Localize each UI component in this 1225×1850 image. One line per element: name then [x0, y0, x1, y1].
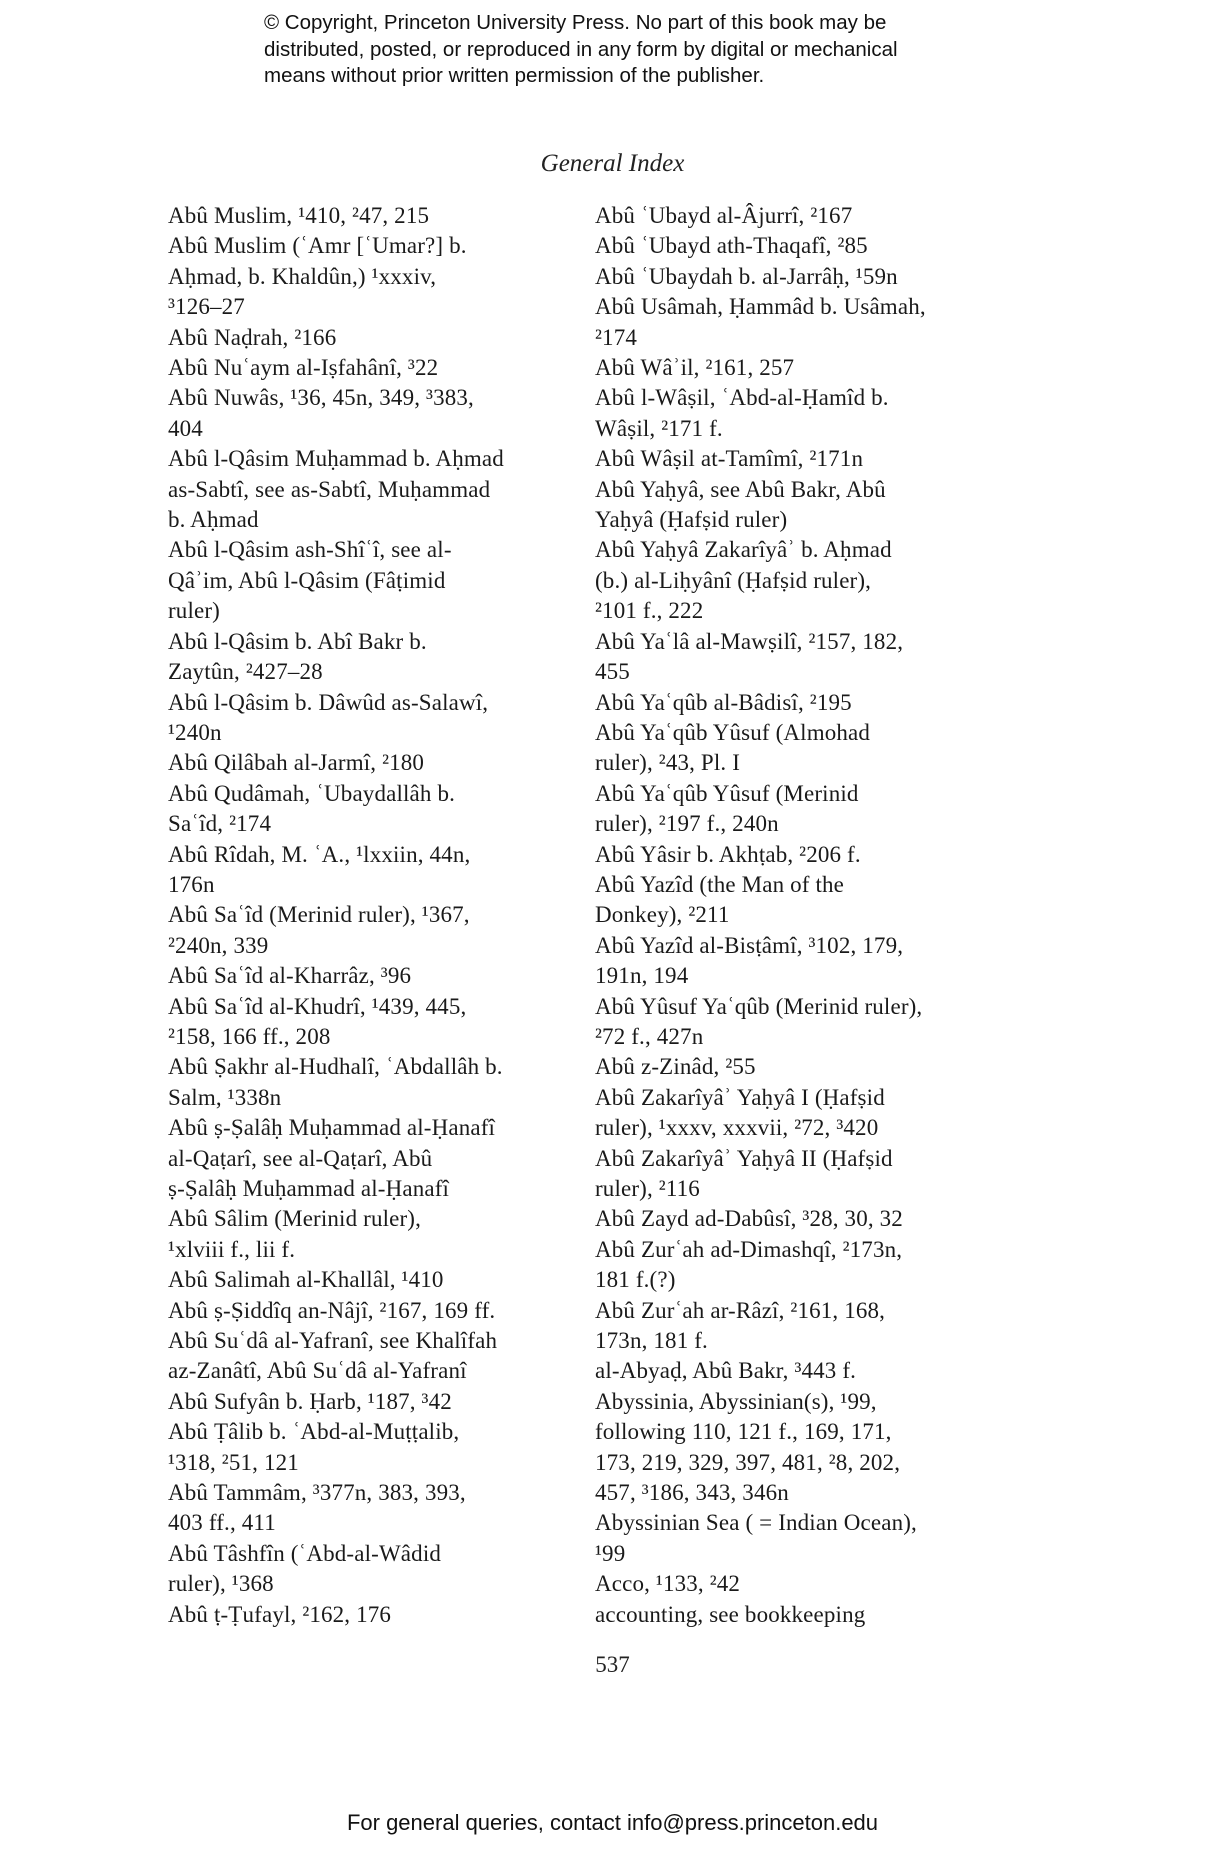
index-entry: Abû Wâʾil, ²161, 257 — [595, 355, 795, 381]
index-entry: Abû Zakarîyâʾ Yaḥyâ I (Ḥafṣid ruler), ¹xxxv, xxxvii, ²72, ³420 — [595, 1084, 885, 1141]
index-entry: Abû Muslim (ʿAmr [ʿUmar?] b. Aḥmad, b. Khaldûn,) ¹xxxiv, ³126–27 — [168, 233, 467, 320]
index-entry: Abû Ṭâlib b. ʿAbd-al-Muṭṭalib, ¹318, ²51, 121 — [168, 1419, 460, 1475]
index-entry: al-Abyaḍ, Abû Bakr, ³443 f. — [595, 1358, 857, 1384]
page-number: 537 — [595, 1652, 630, 1677]
index-entry: Abû Qilâbah al-Jarmî, ²180 — [168, 750, 425, 776]
index-entry: Abû Sâlim (Merinid ruler), ¹xlviii f., lii f. — [168, 1206, 422, 1262]
index-entry: Abû Sufyân b. Ḥarb, ¹187, ³42 — [168, 1388, 452, 1414]
index-entry: Abû Salimah al-Khallâl, ¹410 — [168, 1267, 444, 1293]
index-entry: Abû Yaʿlâ al-Mawṣilî, ²157, 182, 455 — [595, 628, 904, 685]
index-entry: Abû Qudâmah, ʿUbaydallâh b. Saʿîd, ²174 — [168, 780, 456, 837]
index-entry: accounting, see bookkeeping — [595, 1601, 866, 1627]
index-entry: Abû Yazîd al-Bisṭâmî, ³102, 179, 191n, 194 — [595, 932, 904, 989]
index-entry: Abû l-Qâsim b. Abî Bakr b. Zaytûn, ²427–28 — [168, 628, 427, 685]
index-entry: Abû ʿUbayd al-Âjurrî, ²167 — [595, 203, 853, 228]
index-entry: Abû Yazîd (the Man of the Donkey), ²211 — [595, 871, 845, 928]
index-entry: Abû Wâṣil at-Tamîmî, ²171n — [595, 446, 864, 472]
index-entry: Abû Zurʿah ar-Râzî, ²161, 168, 173n, 181 f. — [595, 1297, 886, 1354]
index-entry: Abû Yûsuf Yaʿqûb (Merinid ruler), ²72 f., 427n — [595, 993, 923, 1049]
index-entry: Abû l-Qâsim Muḥammad b. Aḥmad as-Sabtî, see as-Sabtî, Muḥammad b. Aḥmad — [168, 446, 504, 533]
index-entry: Abû Yaʿqûb al-Bâdisî, ²195 — [595, 689, 852, 715]
index-entry: Abû Rîdah, M. ʿA., ¹lxxiin, 44n, 176n — [168, 841, 471, 897]
index-entry: Abû Usâmah, Ḥammâd b. Usâmah, ²174 — [595, 294, 926, 350]
index-entry: Abyssinia, Abyssinian(s), ¹99, following 110, 121 f., 169, 171, 173, 219, 329, 397, 481, ²8, 202, 457, ³186, 343, 346n — [595, 1388, 901, 1506]
copyright-notice — [264, 10, 1024, 90]
index-column-left — [168, 201, 588, 1630]
index-entry: Abû Yâsir b. Akhṭab, ²206 f. — [595, 841, 861, 867]
index-entry: Abû Naḍrah, ²166 — [168, 324, 337, 350]
index-entry: Abû Tâshfîn (ʿAbd-al-Wâdid ruler), ¹368 — [168, 1540, 442, 1597]
index-entry: Acco, ¹133, ²42 — [595, 1571, 741, 1597]
index-entry: Abû Saʿîd al-Khudrî, ¹439, 445, ²158, 166 ff., 208 — [168, 993, 467, 1049]
copyright-line: means without prior written permission of the publisher. — [264, 64, 765, 87]
index-entry: Abû Zayd ad-Dabûsî, ³28, 30, 32 — [595, 1206, 903, 1232]
index-entry: Abû Zurʿah ad-Dimashqî, ²173n, 181 f.(?) — [595, 1236, 903, 1293]
index-entry: Abû Suʿdâ al-Yafranî, see Khalîfah az-Zanâtî, Abû Suʿdâ al-Yafranî — [168, 1328, 498, 1384]
index-entry: Abû Saʿîd (Merinid ruler), ¹367, ²240n, 339 — [168, 902, 470, 958]
index-entry: Abû Ṣakhr al-Hudhalî, ʿAbdallâh b. Salm, ¹338n — [168, 1054, 503, 1110]
index-column-right — [595, 201, 1025, 1630]
copyright-line: distributed, posted, or reproduced in any form by digital or mechanical — [264, 37, 898, 61]
index-entry: Abû Muslim, ¹410, ²47, 215 — [168, 203, 430, 228]
index-entry: Abû Yaḥyâ, see Abû Bakr, Abû Yaḥyâ (Ḥafṣid ruler) — [595, 476, 886, 533]
index-entry: Abû Nuʿaym al-Iṣfahânî, ³22 — [168, 355, 439, 381]
index-entry: Abû ṭ-Ṭufayl, ²162, 176 — [168, 1601, 392, 1627]
index-entry: Abû l-Qâsim b. Dâwûd as-Salawî, ¹240n — [168, 689, 489, 745]
footer-contact: For general queries, contact info@press.princeton.edu — [346, 1810, 879, 1835]
index-entry: Abû l-Qâsim ash-Shîʿî, see al- Qâʾim, Abû l-Qâsim (Fâṭimid ruler) — [168, 537, 452, 624]
index-entry: Abû ʿUbayd ath-Thaqafî, ²85 — [595, 233, 868, 259]
copyright-line: © Copyright, Princeton University Press. No part of this book may be — [264, 11, 887, 34]
index-entry: Abû Saʿîd al-Kharrâz, ³96 — [168, 963, 412, 989]
index-entry: Abû z-Zinâd, ²55 — [595, 1054, 756, 1080]
running-head: General Index — [540, 150, 685, 177]
index-entry: Abû ʿUbaydah b. al-Jarrâḥ, ¹59n — [595, 263, 898, 289]
index-entry: Abû Yaḥyâ Zakarîyâʾ b. Aḥmad (b.) al-Liḥyânî (Ḥafṣid ruler), ²101 f., 222 — [595, 537, 892, 624]
index-entry: Abû ṣ-Ṣalâḥ Muḥammad al-Ḥanafî al-Qaṭarî, see al-Qaṭarî, Abû ṣ-Ṣalâḥ Muḥammad al-Ḥanafî — [168, 1115, 496, 1201]
index-entry: Abû Nuwâs, ¹36, 45n, 349, ³383, 404 — [168, 385, 474, 441]
index-entry: Abyssinian Sea ( = Indian Ocean), ¹99 — [595, 1510, 917, 1566]
index-entry: Abû Tammâm, ³377n, 383, 393, 403 ff., 411 — [168, 1480, 466, 1536]
index-entry: Abû Zakarîyâʾ Yaḥyâ II (Ḥafṣid ruler), ²116 — [595, 1145, 893, 1201]
index-entry: Abû l-Wâṣil, ʿAbd-al-Ḥamîd b. Wâṣil, ²171 f. — [595, 385, 889, 441]
index-entry: Abû Yaʿqûb Yûsuf (Merinid ruler), ²197 f., 240n — [595, 780, 859, 837]
index-entry: Abû Yaʿqûb Yûsuf (Almohad ruler), ²43, Pl. I — [595, 719, 871, 776]
index-entry: Abû ṣ-Ṣiddîq an-Nâjî, ²167, 169 ff. — [168, 1297, 496, 1323]
